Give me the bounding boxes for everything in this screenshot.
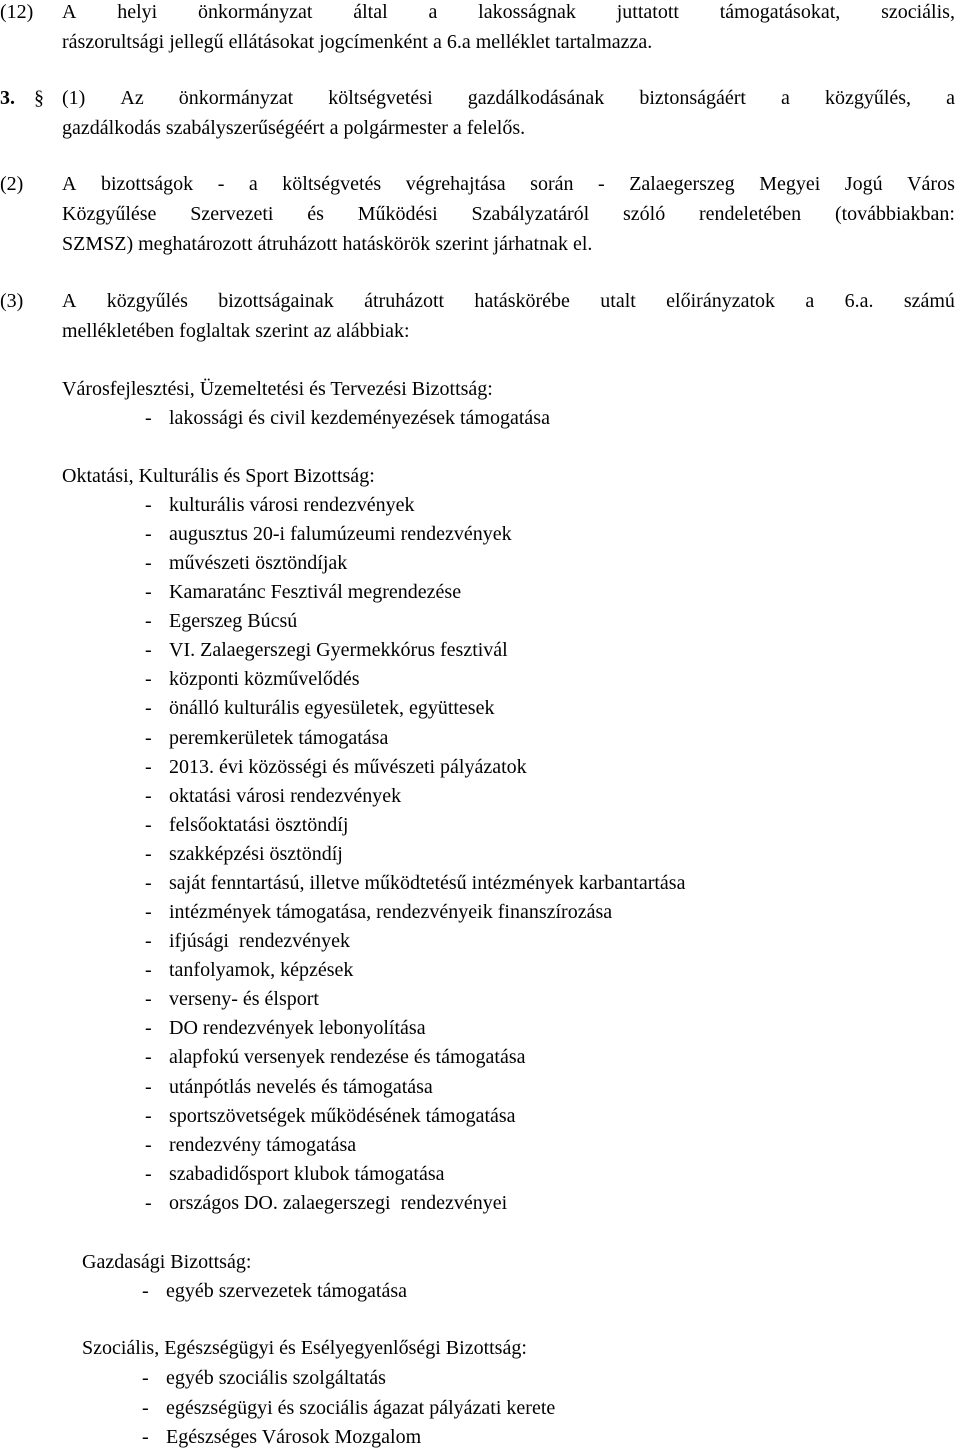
list-item (145, 813, 348, 837)
word: - (217, 173, 225, 195)
word: a (781, 87, 790, 109)
dash: - (145, 959, 152, 981)
word: előirányzatok (666, 290, 776, 312)
committee-title: Oktatási, Kulturális és Sport Bizottság: (62, 465, 375, 487)
word: Az (120, 87, 144, 109)
dash: - (145, 814, 152, 836)
dash: - (145, 1046, 152, 1068)
word: a (805, 290, 815, 312)
word: számú (903, 290, 955, 312)
word: a (946, 87, 955, 109)
list-item-text: saját fenntartású, illetve működtetésű intézmények karbantartása (169, 872, 686, 894)
list-item-text: Egerszeg Búcsú (169, 610, 298, 632)
list-item (145, 842, 343, 866)
word: Szervezeti (190, 203, 274, 225)
list-item (145, 784, 401, 808)
word: helyi (117, 1, 158, 23)
dash: - (142, 1367, 149, 1389)
list-item-text: VI. Zalaegerszegi Gyermekkórus fesztivál (169, 639, 508, 661)
dash: - (145, 1105, 152, 1127)
list-item-text: önálló kulturális egyesületek, együttesek (169, 697, 495, 719)
list-item (145, 1045, 526, 1069)
committee-title: Városfejlesztési, Üzemeltetési és Tervezési Bizottság: (62, 378, 493, 400)
list-item (145, 726, 388, 750)
dash: - (145, 494, 152, 516)
word: gazdálkodásának (467, 87, 605, 109)
list-item-text: szabadidősport klubok támogatása (169, 1163, 445, 1185)
word: A (62, 1, 77, 23)
word: (továbbiakban: (834, 203, 955, 225)
list-item (145, 958, 353, 982)
list-item-text: egészségügyi és szociális ágazat pályázati kerete (166, 1397, 556, 1419)
word: Közgyűlése (62, 203, 157, 225)
word: Zalaegerszeg (629, 173, 735, 195)
list-item-text: sportszövetségek működésének támogatása (169, 1105, 516, 1127)
paragraph-2-line2 (62, 202, 955, 226)
word: során (530, 173, 574, 195)
word: 6.a. (844, 290, 874, 312)
word: és (307, 203, 324, 225)
dash: - (145, 785, 152, 807)
list-item (145, 609, 297, 633)
list-item (145, 667, 360, 691)
word: Működési (357, 203, 438, 225)
list-item (145, 580, 461, 604)
list-item (142, 1366, 386, 1390)
list-item-text: egyéb szociális szolgáltatás (166, 1367, 386, 1389)
word: lakosságnak (478, 1, 576, 23)
word: költségvetési (328, 87, 433, 109)
dash: - (142, 1280, 149, 1302)
list-item-text: verseny- és élsport (169, 988, 319, 1010)
dash: - (145, 727, 152, 749)
dash: - (145, 1076, 152, 1098)
list-item-text: rendezvény támogatása (169, 1134, 357, 1156)
dash: - (145, 1134, 152, 1156)
list-item (145, 1162, 445, 1186)
word: a (428, 1, 438, 23)
word: juttatott (616, 1, 679, 23)
list-item-text: egyéb szervezetek támogatása (166, 1280, 407, 1302)
dash: - (145, 1017, 152, 1039)
word: hatáskörébe (474, 290, 570, 312)
dash: - (145, 407, 152, 429)
list-item-text: szakképzési ösztöndíj (169, 843, 343, 865)
list-item-text: peremkerületek támogatása (169, 727, 389, 749)
list-item (145, 1016, 426, 1040)
dash: - (145, 639, 152, 661)
list-item (145, 638, 508, 662)
list-item (142, 1279, 407, 1303)
section-3-num: 3. (0, 87, 15, 109)
word: szóló (623, 203, 666, 225)
dash: - (145, 668, 152, 690)
word: átruházott (364, 290, 445, 312)
paragraph-3-num: (3) (0, 290, 24, 312)
dash: - (145, 901, 152, 923)
list-item (145, 493, 414, 517)
list-item-text: tanfolyamok, képzések (169, 959, 354, 981)
word: által (353, 1, 388, 23)
list-item (145, 551, 347, 575)
list-item (145, 871, 685, 895)
paragraph-12-line1 (62, 0, 955, 24)
list-item (145, 1133, 356, 1157)
committee-title: Szociális, Egészségügyi és Esélyegyenlőségi Bizottság: (82, 1337, 527, 1359)
word: Város (907, 173, 955, 195)
list-item-text: 2013. évi közösségi és művészeti pályázatok (169, 756, 527, 778)
word: önkormányzat (178, 87, 294, 109)
committee-title: Gazdasági Bizottság: (82, 1251, 252, 1273)
dash: - (145, 843, 152, 865)
paragraph-12-line2: rászorultsági jellegű ellátásokat jogcímenként a 6.a melléklet tartalmazza. (62, 31, 653, 53)
word: támogatásokat, (719, 1, 841, 23)
word: utalt (600, 290, 636, 312)
word: a (248, 173, 258, 195)
list-item (145, 696, 494, 720)
section-3-line1 (62, 86, 955, 110)
list-item-text: utánpótlás nevelés és támogatása (169, 1076, 433, 1098)
word: közgyűlés (106, 290, 188, 312)
list-item-text: DO rendezvények lebonyolítása (169, 1017, 426, 1039)
list-item-text: központi közművelődés (169, 668, 360, 690)
list-item (145, 522, 512, 546)
dash: - (145, 523, 152, 545)
dash: - (145, 930, 152, 952)
word: költségvetés (282, 173, 382, 195)
dash: - (145, 697, 152, 719)
word: (1) (62, 87, 86, 109)
list-item (142, 1425, 421, 1449)
list-item (145, 900, 612, 924)
word: végrehajtása (405, 173, 506, 195)
word: A (62, 290, 77, 312)
word: biztonságáért (639, 87, 746, 109)
paragraph-3-line2: mellékletében foglaltak szerint az alábbiak: (62, 320, 410, 342)
dash: - (142, 1397, 149, 1419)
paragraph-3-line1 (62, 289, 955, 313)
word: A (62, 173, 77, 195)
paragraph-12-num: (12) (0, 1, 34, 23)
list-item (145, 987, 319, 1011)
dash: - (145, 756, 152, 778)
list-item (145, 1104, 516, 1128)
list-item-text: augusztus 20-i falumúzeumi rendezvények (169, 523, 512, 545)
section-3-line2: gazdálkodás szabályszerűségéért a polgármester a felelős. (62, 117, 526, 139)
paragraph-2-num: (2) (0, 173, 24, 195)
section-symbol: § (34, 87, 44, 109)
list-item (145, 929, 350, 953)
list-item-text: alapfokú versenyek rendezése és támogatása (169, 1046, 526, 1068)
dash: - (145, 1163, 152, 1185)
word: Jogú (844, 173, 883, 195)
word: közgyűlés, (824, 87, 912, 109)
word: - (598, 173, 605, 195)
list-item (142, 1396, 555, 1420)
list-item (145, 406, 550, 430)
dash: - (145, 581, 152, 603)
word: Szabályzatáról (471, 203, 590, 225)
dash: - (145, 872, 152, 894)
word: bizottságok (100, 173, 194, 195)
word: Megyei (759, 173, 821, 195)
list-item-text: Kamaratánc Fesztivál megrendezése (169, 581, 462, 603)
list-item (145, 755, 527, 779)
list-item (145, 1075, 433, 1099)
list-item-text: intézmények támogatása, rendezvényeik finanszírozása (169, 901, 613, 923)
word: önkormányzat (198, 1, 313, 23)
dash: - (145, 1192, 152, 1214)
paragraph-2-line3: SZMSZ) meghatározott átruházott hatáskörök szerint járhatnak el. (62, 233, 593, 255)
list-item-text: ifjúsági rendezvények (169, 930, 351, 952)
word: bizottságainak (218, 290, 334, 312)
list-item-text: kulturális városi rendezvények (169, 494, 415, 516)
dash: - (145, 610, 152, 632)
paragraph-2-line1 (62, 172, 955, 196)
list-item-text: Egészséges Városok Mozgalom (166, 1426, 422, 1448)
word: rendeletében (699, 203, 802, 225)
list-item-text: felsőoktatási ösztöndíj (169, 814, 349, 836)
list-item (145, 1191, 507, 1215)
dash: - (142, 1426, 149, 1448)
dash: - (145, 552, 152, 574)
list-item-text: művészeti ösztöndíjak (169, 552, 348, 574)
word: szociális, (881, 1, 955, 23)
dash: - (145, 988, 152, 1010)
list-item-text: országos DO. zalaegerszegi rendezvényei (169, 1192, 508, 1214)
list-item-text: oktatási városi rendezvények (169, 785, 402, 807)
list-item-text: lakossági és civil kezdeményezések támogatása (169, 407, 550, 429)
